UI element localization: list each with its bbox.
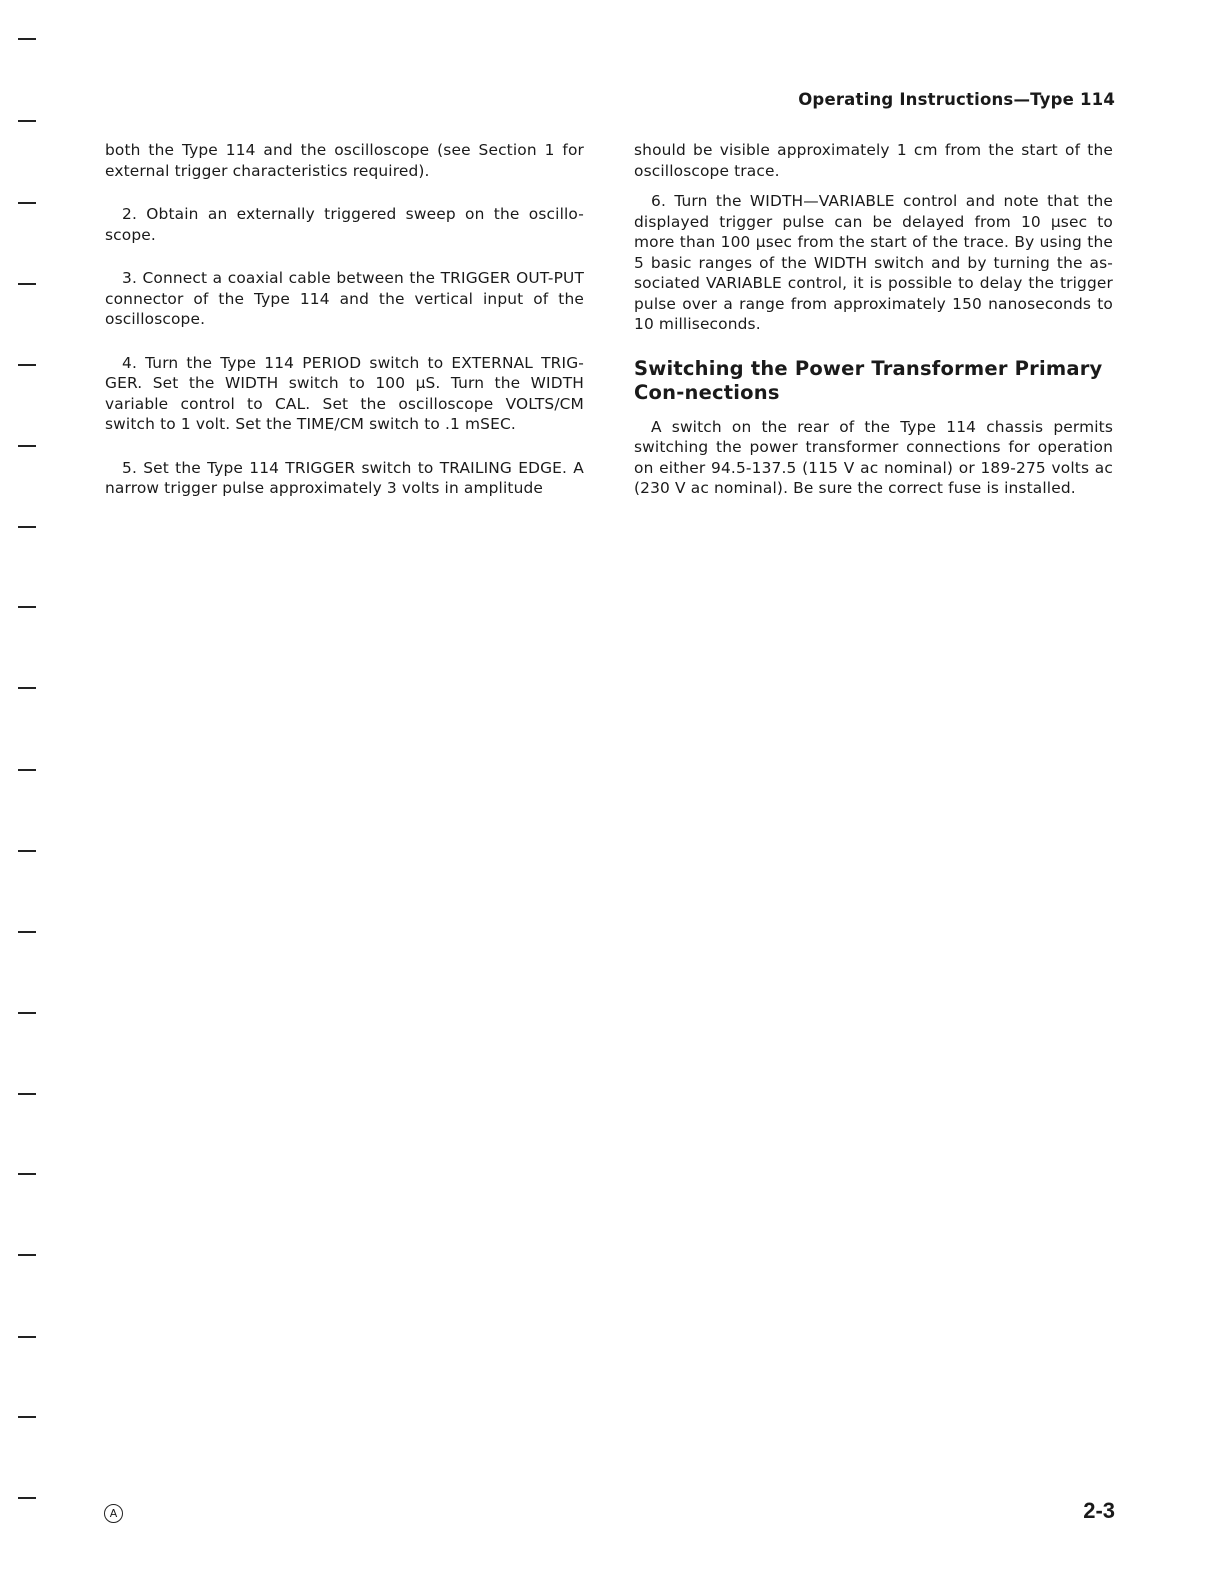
- edge-mark: [18, 283, 36, 285]
- edge-mark: [18, 1173, 36, 1175]
- edge-mark: [18, 606, 36, 608]
- edge-mark: [18, 931, 36, 933]
- left-column: [105, 140, 584, 499]
- edge-mark: [18, 1497, 36, 1499]
- edge-mark: [18, 1254, 36, 1256]
- edge-mark: [18, 202, 36, 204]
- running-head: Operating Instructions—Type 114: [798, 90, 1115, 109]
- edge-mark: [18, 850, 36, 852]
- paragraph: 2. Obtain an externally triggered sweep on the oscillo-scope.: [105, 205, 584, 244]
- section-heading: Switching the Power Transformer Primary Con-nections: [634, 356, 1103, 404]
- paragraph: 5. Set the Type 114 TRIGGER switch to TRAILING EDGE. A narrow trigger pulse approximately 3 volts in amplitude: [105, 458, 584, 497]
- edge-mark: [18, 1416, 36, 1418]
- right-column: [634, 140, 1113, 499]
- page-number: 2-3: [1083, 1498, 1115, 1523]
- edge-mark: [18, 1093, 36, 1095]
- edge-mark: [18, 526, 36, 528]
- edge-mark: [18, 1012, 36, 1014]
- edge-mark: [18, 38, 36, 40]
- paragraph: 4. Turn the Type 114 PERIOD switch to EXTERNAL TRIG-GER. Set the WIDTH switch to 100 μS. Turn the WIDTH variable control to CAL. Set the oscilloscope VOLTS/CM switch to 1 volt. Set the TIME/CM switch to .1 mSEC.: [105, 353, 584, 433]
- paragraph: 6. Turn the WIDTH—VARIABLE control and note that the displayed trigger pulse can be delayed from 10 μsec to more than 100 μsec from the start of the trace. By using the 5 basic ranges of the WIDTH switch and by turning the as-sociated VARIABLE control, it is possible to delay the trigger pulse over a range from approximately 150 nanoseconds to 10 milliseconds.: [634, 192, 1113, 333]
- edge-mark: [18, 445, 36, 447]
- paragraph: both the Type 114 and the oscilloscope (see Section 1 for external trigger characteristics required).: [105, 141, 584, 180]
- edge-mark: [18, 1336, 36, 1338]
- paragraph: should be visible approximately 1 cm from the start of the oscilloscope trace.: [634, 141, 1113, 180]
- paragraph: A switch on the rear of the Type 114 chassis permits switching the power transformer connections for operation on either 94.5-137.5 (115 V ac nominal) or 189-275 volts ac (230 V ac nominal). Be sure the correct fuse is installed.: [634, 417, 1113, 497]
- edge-mark: [18, 364, 36, 366]
- binding-edge-marks: [18, 0, 42, 1569]
- edge-mark: [18, 687, 36, 689]
- paragraph: 3. Connect a coaxial cable between the TRIGGER OUT-PUT connector of the Type 114 and the vertical input of the oscilloscope.: [105, 269, 584, 328]
- edge-mark: [18, 769, 36, 771]
- publisher-mark-icon: A: [104, 1504, 123, 1523]
- edge-mark: [18, 120, 36, 122]
